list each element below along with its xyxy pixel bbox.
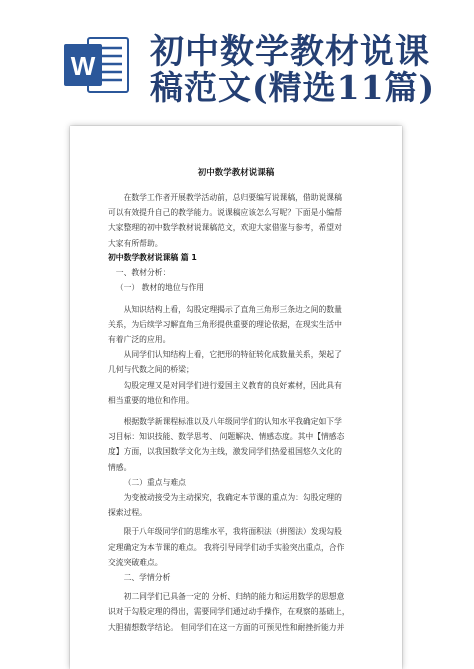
heading-student-analysis: 二、学情分析 [123, 573, 171, 583]
paragraph-line: 关系，为后续学习解直角三角形提供重要的理论依据，在现实生活中 [108, 319, 342, 329]
paragraph-line: 有着广泛的应用。 [108, 335, 171, 345]
paragraph-line: 探索过程。 [108, 508, 147, 518]
subheading-key-points: （二）重点与难点 [123, 477, 186, 487]
page-title-line-2: 稿范文(精选11篇) [150, 68, 436, 107]
intro-line: 大家有所帮助。 [108, 238, 163, 248]
header-banner [0, 0, 474, 118]
paragraph-line: 从同学们认知结构上看，它把形的特征转化成数量关系，架起了 [123, 350, 342, 360]
paragraph-line: 勾股定理又是对同学们进行爱国主义教育的良好素材，因此具有 [123, 380, 342, 390]
paragraph-line: 习目标：知识技能、数学思考、 问题解决、情感态度。其中【情感态 [108, 432, 345, 442]
paragraph-line: 识对于勾股定理的得出，需要同学们通过动手操作，在观察的基础上， [108, 607, 350, 617]
section-heading: 初中数学教材说课稿 篇 1 [108, 253, 197, 262]
paragraph-line: 大胆猜想数学结论。 但同学们在这一方面的可预见性和耐挫折能力并 [108, 622, 345, 632]
heading-teaching-material: 一、教材分析： [115, 268, 171, 278]
paragraph-line: 定理确定为本节课的难点。 我将引导同学们动手实验突出重点，合作 [108, 542, 345, 552]
paragraph-line: 交流突破难点。 [108, 557, 163, 567]
paragraph-line: 根据数学新课程标准以及八年级同学们的认知水平我确定如下学 [123, 417, 342, 427]
paragraph-line: 度】方面，以我国数学文化为主线，激发同学们热爱祖国悠久文化的 [108, 447, 342, 457]
paragraph-line: 为变被动接受为主动探究，我确定本节课的重点为：勾股定理的 [123, 493, 342, 503]
paragraph-line: 情感。 [108, 462, 132, 472]
intro-line: 大家整理的初中数学教材说课稿范文，欢迎大家借鉴与参考，希望对 [108, 223, 342, 233]
intro-paragraph [108, 190, 366, 251]
paragraph-line: 从知识结构上看，勾股定理揭示了直角三角形三条边之间的数量 [123, 304, 342, 314]
intro-line: 可以有效提升自己的教学能力。说课稿应该怎么写呢？下面是小编帮 [108, 208, 342, 218]
document-page [70, 126, 402, 669]
paragraph-line: 几何与代数之间的桥梁； [108, 365, 194, 375]
body-text [108, 250, 366, 635]
word-document-icon [62, 34, 132, 96]
paragraph-line: 相当重要的地位和作用。 [108, 395, 194, 405]
word-icon-letter: W [70, 51, 96, 81]
intro-line: 在数学工作者开展教学活动前，总归要编写说课稿，借助说课稿 [123, 193, 342, 202]
subheading-position: （一） 教材的地位与作用 [115, 283, 205, 293]
document-title: 初中数学教材说课稿 [197, 168, 275, 178]
page-title-line-1: 初中数学教材说课 [150, 32, 430, 72]
paragraph-line: 限于八年级同学们的思维水平，我将面积法（拼图法）发现勾股 [123, 527, 342, 537]
paragraph-line: 初二同学们已具备一定的 分析、归纳的能力和运用数学的思想意 [123, 592, 345, 602]
